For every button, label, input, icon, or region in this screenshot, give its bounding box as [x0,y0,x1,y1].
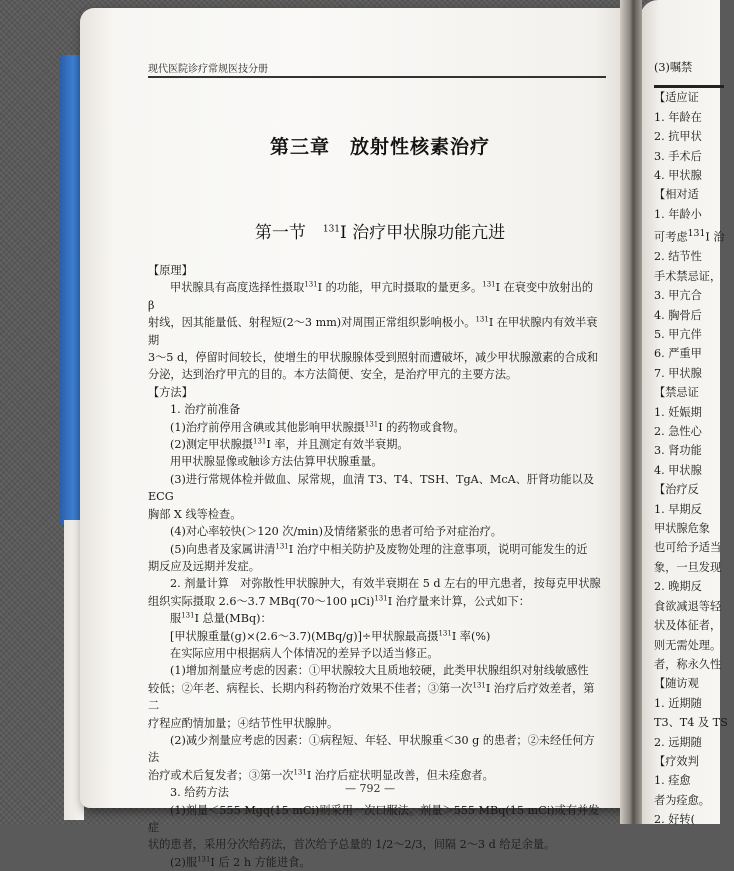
page-number: — 792 — [345,782,395,795]
body-line: (3)进行常规体检并做血、尿常规，血清 T3、T4、TSH、TgA、McA、肝肾功能以及 ECG [148,472,595,504]
book-cover-edge [60,55,82,525]
body-line: 1. 治疗前准备 [170,403,241,417]
body-line: 服$^{131}$I 总量(MBq)： [170,611,272,626]
right-page-line: 4. 甲状腺 [654,463,702,477]
right-page-line: 状及体征者， [654,619,722,633]
body-line: 胸部 X 线等检查。 [148,507,242,521]
right-page-line: 3. 肾功能 [654,444,702,458]
body-line: 用甲状腺显像或触诊方法估算甲状腺重量。 [170,455,383,469]
right-page-line: 1. 年龄在 [654,110,702,124]
right-page-line: 可考虑$^{131}$I 治 [654,228,725,244]
right-page-line: 【禁忌证 [654,386,699,400]
right-page-line: 1. 痊愈 [654,774,691,788]
section-isotope: 131 [322,224,341,235]
right-page-line: 2. 急性心 [654,425,702,439]
body-line: (1)剂量＜555 Mgq(15 mCi)则采用一次口服法。剂量＞555 MBq(15 mCi)或有并发症 [148,803,600,834]
right-page-line: 1. 近期随 [654,696,702,710]
header-rule [148,76,606,78]
section-heading: I 治疗甲状腺功能亢进 [340,223,506,243]
body-line: (2)服$^{131}$I 后 2 h 方能进食。 [170,855,311,869]
right-page-line: T3、T4 及 TS [654,716,728,730]
right-page-line: 1. 早期反 [654,502,702,516]
right-page-line: 也可给予适当 [654,541,722,555]
book-title: 现代医院诊疗常规医技分册 [148,64,268,75]
body-line: 2. 剂量计算 对弥散性甲状腺肿大，有效半衰期在 5 d 左右的甲亢患者，按每克甲状腺 [170,577,601,591]
right-page-line: (3)嘱禁 [654,61,693,74]
right-page-line: 则无需处理。 [654,638,722,652]
body-line: 状的患者，采用分次给药法，首次给予总量的 1/2～2/3，间隔 2～3 d 给足余量。 [148,838,556,852]
right-page-line: 象，一旦发现 [654,560,722,574]
body-line: 治疗或术后复发者；③第一次$^{131}$I 治疗后症状明显改善，但未痊愈者。 [148,768,494,782]
right-page-line: 4. 甲状腺 [654,169,702,183]
right-page-line: 2. 远期随 [654,735,702,749]
body-line: (4)对心率较快(＞120 次/min)及情绪紧张的患者可给予对症治疗。 [170,525,502,539]
right-page-line: 3. 手术后 [654,149,702,163]
right-page-line: 7. 甲状腺 [654,366,702,380]
section-prefix: 第一节 [254,223,323,243]
right-page [640,0,728,827]
right-page-line: 【疗效判 [654,754,699,768]
body-line: 期反应及远期并发症。 [148,559,260,573]
right-page-line: 5. 甲亢伴 [654,328,702,342]
right-page-line: 2. 晚期反 [654,580,702,594]
right-page-line: 者，称永久性 [654,657,722,671]
right-page-line: 1. 年龄小 [654,207,702,221]
body-line: (2)减少剂量应考虑的因素：①病程短、年轻、甲状腺重＜30 g 的患者；②未经任何方法 [148,733,595,765]
body-line: 【方法】 [148,385,193,399]
right-page-line: 3. 甲亢合 [654,289,702,303]
body-line: 3. 给药方法 [170,786,229,800]
right-page-line: 甲状腺危象 [654,522,710,536]
body-line: 分泌，达到治疗甲亢的目的。本方法简便、安全，是治疗甲亢的主要方法。 [148,368,518,382]
right-page-line: 1. 妊娠期 [654,405,702,419]
book-gutter [620,0,642,824]
right-page-line: 食欲减退等轻 [654,599,722,613]
right-page-line: 【相对适 [654,188,699,202]
right-page-line: 4. 胸骨后 [654,308,702,322]
right-page-line: 2. 好转( [654,813,695,827]
section-title [180,218,580,243]
body-line: 【原理】 [148,264,193,277]
right-page-line: 2. 结节性 [654,250,702,264]
right-page-line: 【随访观 [654,677,699,691]
chapter-title: 第三章 放射性核素治疗 [269,136,490,158]
body-text [148,262,603,871]
body-line: 射线，因其能量低、射程短(2～3 mm)对周围正常组织影响极小。$^{131}$I 在甲状腺内有效半衰期 [148,315,598,347]
right-page-line: 2. 抗甲状 [654,130,702,144]
right-page-line: 6. 严重甲 [654,347,702,361]
body-line: (5)向患者及家属讲清$^{131}$I 治疗中相关防护及废物处理的注意事项，说明可能发生的近 [170,541,588,556]
body-line: 较低；②年老、病程长、长期内科药物治疗效果不佳者；③第一次$^{131}$I 治疗后疗效差者，第二 [148,681,595,713]
body-line: 疗程应酌情加量；④结节性甲状腺肿。 [148,716,339,730]
right-page-line: 手术禁忌证， [654,269,722,283]
body-line: (1)增加剂量应考虑的因素：①甲状腺较大且质地较硬，此类甲状腺组织对射线敏感性 [170,664,589,678]
body-line: 3～5 d，停留时间较长，使增生的甲状腺腺体受到照射而遭破坏，减少甲状腺激素的合成和 [148,351,599,365]
right-page-line: 【适应证 [654,91,699,105]
body-line: (2)测定甲状腺摄$^{131}$I 率，并且测定有效半衰期。 [170,437,409,452]
body-line: 甲状腺具有高度选择性摄取$^{131}$I 的功能，甲亢时摄取的量更多。$^{131}$I 在衰变中放射出的 β [148,280,594,312]
body-line: [甲状腺重量(g)×(2.6～3.7)(MBq/g)]÷甲状腺最高摄$^{131}$I 率(%) [170,628,491,643]
body-line: (1)治疗前停用含碘或其他影响甲状腺摄$^{131}$I 的药物或食物。 [170,419,465,434]
right-page-line: 【治疗反 [654,483,699,497]
right-page-line: 者为痊愈。 [654,793,710,807]
body-line: 在实际应用中根据病人个体情况的差异予以适当修正。 [170,646,439,660]
right-page-text [654,58,734,830]
body-line: 组织实际摄取 2.6～3.7 MBq(70～100 μCi)$^{131}$I 治疗量来计算，公式如下： [148,593,530,608]
